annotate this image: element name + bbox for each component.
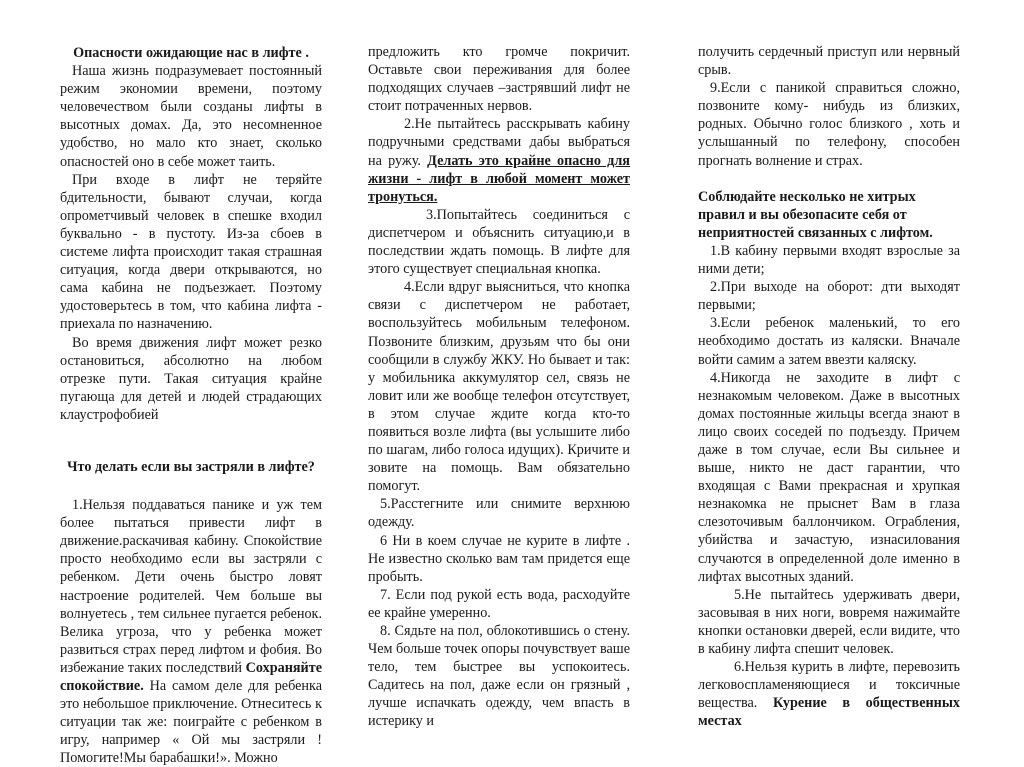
paragraph: 9.Если с паникой справиться сложно, позвоните кому- нибудь из близких, родных. Обычно голос близкого , хоть и услышанный по телефону, способен прогнать волнение и страх. xyxy=(698,80,960,169)
rule-item: 4.Никогда не заходите в лифт с незнакомым человеком. Даже в высотных домах постоянные жильцы всегда знают в лицо своих соседей по подъезду. Причем даже в том случае, если Вы сильнее и выше, никто не даст гарантии, что входящая с Вами прекрасная и хрупкая незнакомка не прыснет Вам в глаза слезоточивым баллончиком. Ограбления, убийства и зачастую, изнасилования случаются в определенной доле именно в лифтах высотных зданий. xyxy=(698,369,960,585)
paragraph: предложить кто громче покричит. Оставьте свои переживания для более подходящих случаев –застрявший лифт не стоит потраченных нервов. xyxy=(368,44,630,115)
column-3 xyxy=(698,43,960,730)
column-2 xyxy=(368,43,630,731)
spacer xyxy=(60,424,322,458)
spacer xyxy=(698,170,960,188)
paragraph: 6 Ни в коем случае не курите в лифте . Не известно сколько вам там придется еще пробыть. xyxy=(368,532,630,585)
paragraph: 5.Расстегните или снимите верхнюю одежду. xyxy=(368,496,630,531)
paragraph: 8. Сядьте на пол, облокотившись о стену. Чем больше точек опоры почувствует ваше тело, тем быстрее вы успокоитесь. Садитесь на пол, даже если он грязный , лучше испачкать одежду, чем впасть в истерику и xyxy=(368,623,630,730)
column-1 xyxy=(60,44,322,767)
section-heading: Что делать если вы застряли в лифте? xyxy=(67,458,315,475)
text-run: 6.Нельзя курить в лифте, перевозить легковоспламеняющиеся и токсичные вещества. xyxy=(698,659,960,712)
bold-text-run: Курение в общественных местах xyxy=(698,695,961,730)
rule-item: 3.Если ребенок маленький, то его необходимо достать из каляски. Вначале войти самим а затем ввезти каляску. xyxy=(698,315,960,368)
paragraph: 4.Если вдруг выясниться, что кнопка связи с диспетчером не работает, воспользуйтесь мобильным телефоном. Позвоните близким, друзьям что бы они сообщили в службу ЖКУ. Но бывает и так: у мобильника аккумулятор сел, связь не ловит или же вообще телефон отсутствует, в этом случае ждите когда кто-то появиться возле лифта (вы услышите либо по шагам, либо голоса идущих). Кричите и зовите на помощь. Вам обязательно помогут. xyxy=(368,279,630,495)
text-run: На самом деле для ребенка это небольшое приключение. Отнеситесь к ситуации так же: поиграйте с ребенком в игру, например « Ой мы застряли ! Помогите!Мы барабашки!». Можно xyxy=(60,678,322,767)
paragraph xyxy=(368,115,630,205)
bold-text-run: Сохраняйте спокойствие. xyxy=(60,659,322,694)
section-heading: Соблюдайте несколько не хитрых правил и вы обезопасите себя от неприятностей связанных с лифтом. xyxy=(698,188,933,241)
leaflet-title: Опасности ожидающие нас в лифте . xyxy=(73,45,309,61)
text-run: 2.Не пытайтесь расскрывать кабину подручными средствами дабы выбраться на ружу. xyxy=(368,116,630,169)
paragraph: 3.Попытайтесь соединиться с диспетчером и объяснить ситуацию,и в последствии ждать помощь. В лифте для этого существует специальная кнопка. xyxy=(368,206,630,278)
paragraph: получить сердечный приступ или нервный срыв. xyxy=(698,44,960,79)
rule-item: 2.При выходе на оборот: дти выходят первыми; xyxy=(698,279,960,314)
paragraph: Во время движения лифт может резко остановиться, абсолютно на любом отрезке пути. Такая ситуация крайне пугающа для детей и людей страдающих клаустрофобией xyxy=(60,334,322,423)
rule-item xyxy=(698,658,960,730)
paragraph: 7. Если под рукой есть вода, расходуйте ее крайне умеренно. xyxy=(368,586,630,621)
paragraph xyxy=(60,496,322,767)
bold-underlined-text-run: Делать это крайне опасно для жизни - лифт в любой момент может тронуться. xyxy=(368,152,630,205)
rule-item: 5.Не пытайтесь удерживать двери, засовывая в них ноги, вовремя нажимайте кнопки остановки дверей, если видите, что в кабину лифта спешит человек. xyxy=(698,586,960,657)
spacer xyxy=(60,476,322,496)
paragraph: Наша жизнь подразумевает постоянный режим экономии времени, поэтому человечеством были созданы лифты в высотных домах. Да, это несомненное удобство, но мало кто знает, сколько опасностей оно в себе может таить. xyxy=(60,63,322,170)
paragraph: При входе в лифт не теряйте бдительности, бывают случаи, когда опрометчивый человек в спешке входил буквально - в пустоту. Из-за сбоев в системе лифта происходит такая страшная ситуация, когда двери открываются, но сама кабина не подъезжает. Поэтому удостоверьтесь в том, что кабина лифта - приехала по назначению. xyxy=(60,171,322,333)
rule-item: 1.В кабину первыми входят взрослые за ними дети; xyxy=(698,242,960,278)
text-run: 1.Нельзя поддаваться панике и уж тем более пытаться привести лифт в движение.раскачивая кабину. Спокойствие просто необходимо если вы застряли с ребенком. Дети очень быстро ловят настроение родителей. Чем больше вы волнуетесь , тем сильнее пугается ребенок. Велика угроза, что у ребенка может развиться страх перед лифтом и фобия. Во избежание таких последствий xyxy=(60,497,322,676)
